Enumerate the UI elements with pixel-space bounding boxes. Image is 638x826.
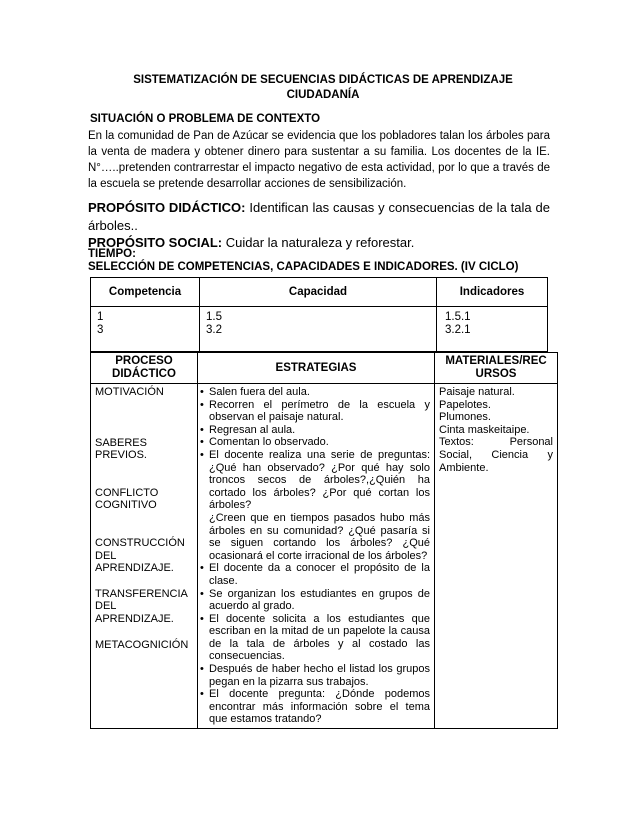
title-line-2: CIUDADANÍA	[286, 89, 360, 101]
strategy-item: • Regresan al aula.	[200, 424, 430, 437]
competencias-header-row	[91, 278, 548, 307]
indicador-value: 1.5.1	[445, 311, 471, 323]
situation-heading: SITUACIÓN O PROBLEMA DE CONTEXTO	[90, 113, 321, 125]
phase-motivacion: MOTIVACIÓN	[95, 386, 164, 398]
indicador-value: 3.2.1	[445, 324, 471, 336]
seleccion-heading: SELECCIÓN DE COMPETENCIAS, CAPACIDADES E INDICADORES. (IV CICLO)	[88, 261, 519, 273]
proposito-social-text: Cuidar la naturaleza y reforestar.	[222, 235, 415, 250]
phase-transferencia-2: DEL	[95, 600, 117, 613]
phase-conflicto: CONFLICTO	[95, 486, 159, 499]
strategy-item: • El docente solicita a los estudiantes que escriban en la mitad de un papelote la causa de la tala de árboles y al costado las consecuencias.	[200, 613, 430, 663]
header-materiales-line-1: MATERIALES/REC	[445, 355, 547, 367]
strategy-item: • Después de haber hecho el listad los grupos pegan en la pizarra sus trabajos.	[200, 663, 430, 688]
process-table	[90, 352, 558, 729]
phase-saberes-2: PREVIOS.	[95, 449, 147, 462]
capacidad-value: 3.2	[206, 324, 222, 336]
strategy-item-continuation: ¿Creen que en tiempos pasados hubo más árboles en su comunidad? ¿Qué pasaría si se siguen cortando los árboles? ¿Qué ocasionará el corte irracional de los árboles?	[209, 511, 430, 562]
capacidad-value: 1.5	[206, 311, 222, 323]
material-word: Personal	[509, 436, 553, 449]
phase-metacognicion: METACOGNICIÓN	[95, 638, 189, 651]
material-word: Social,	[439, 448, 473, 461]
competencia-value: 3	[97, 324, 104, 336]
header-proceso-didactico	[91, 353, 198, 384]
header-materiales-line-2: URSOS	[475, 368, 517, 380]
material-item: Paisaje natural.	[439, 386, 515, 398]
strategy-item: • Recorren el perímetro de la escuela y observan el paisaje natural.	[200, 399, 430, 424]
header-capacidad: Capacidad	[200, 278, 437, 307]
document-title	[88, 73, 558, 103]
material-item-row	[439, 436, 553, 449]
competencias-cell	[91, 307, 200, 352]
tiempo-label: TIEMPO:	[88, 248, 136, 260]
phase-construccion-2: DEL	[95, 549, 117, 562]
process-body-row	[91, 384, 558, 729]
proposito-didactico-label: PROPÓSITO DIDÁCTICO:	[88, 200, 246, 215]
phase-construccion: CONSTRUCCIÓN	[95, 536, 185, 549]
header-materiales	[435, 353, 558, 384]
header-proceso-line-2: DIDÁCTICO	[112, 368, 176, 380]
phase-transferencia: TRANSFERENCIA	[95, 587, 188, 600]
competencias-table	[90, 277, 548, 352]
strategy-item: • Salen fuera del aula.	[200, 386, 430, 399]
competencia-value: 1	[97, 311, 104, 323]
header-proceso-line-1: PROCESO	[115, 355, 173, 367]
strategies-cell	[198, 384, 435, 729]
strategy-item: • El docente da a conocer el propósito de la clase.	[200, 562, 430, 587]
proposito-social-label: PROPÓSITO SOCIAL:	[88, 235, 223, 250]
material-item: Cinta maskeitaipe.	[439, 423, 530, 436]
competencias-data-row	[91, 307, 548, 352]
proposito-social	[88, 235, 414, 250]
header-indicadores: Indicadores	[437, 278, 548, 307]
proposito-didactico	[88, 199, 550, 235]
title-line-1: SISTEMATIZACIÓN DE SECUENCIAS DIDÁCTICAS DE APRENDIZAJE	[133, 74, 513, 86]
material-word: Ciencia	[491, 448, 529, 461]
capacidades-cell	[200, 307, 437, 352]
phase-transferencia-3: APRENDIZAJE.	[95, 612, 174, 625]
proposito-didactico-text: Identifican las causas y consecuencias de la tala de árboles..	[88, 200, 550, 233]
material-item: Papelotes.	[439, 398, 491, 411]
phase-conflicto-2: COGNITIVO	[95, 499, 157, 512]
process-header-row	[91, 353, 558, 384]
strategy-item: • Comentan lo observado.	[200, 436, 430, 449]
material-item-row	[439, 449, 553, 462]
materials-cell	[435, 384, 558, 729]
phase-saberes: SABERES	[95, 436, 147, 449]
material-item: Plumones.	[439, 411, 491, 424]
material-word: y	[547, 448, 553, 461]
header-estrategias: ESTRATEGIAS	[198, 353, 435, 384]
strategy-item: • Se organizan los estudiantes en grupos de acuerdo al grado.	[200, 588, 430, 613]
strategy-item: • El docente realiza una serie de preguntas: ¿Qué han observado? ¿Por qué hay solo troncos secos de árboles?,¿Quién ha cortado los árboles? ¿Por qué cortan los árboles?	[200, 449, 430, 512]
indicadores-cell	[437, 307, 548, 352]
phases-cell	[91, 384, 198, 729]
material-item: Ambiente.	[439, 461, 489, 474]
phase-construccion-3: APRENDIZAJE.	[95, 562, 174, 575]
situation-text: En la comunidad de Pan de Azúcar se evidencia que los pobladores talan los árboles para la venta de madera y obtener dinero para sustentar a su familia. Los docentes de la IE. N°…..pretenden contrarrestar el impacto negativo de esta actividad, por lo que a través de la escuela se pretende desarrollar acciones de sensibilización.	[88, 130, 550, 190]
material-word: Textos:	[439, 436, 474, 449]
header-competencia: Competencia	[91, 278, 200, 307]
strategy-item: • El docente pregunta: ¿Dónde podemos encontrar más información sobre el tema que estamos tratando?	[200, 688, 430, 726]
